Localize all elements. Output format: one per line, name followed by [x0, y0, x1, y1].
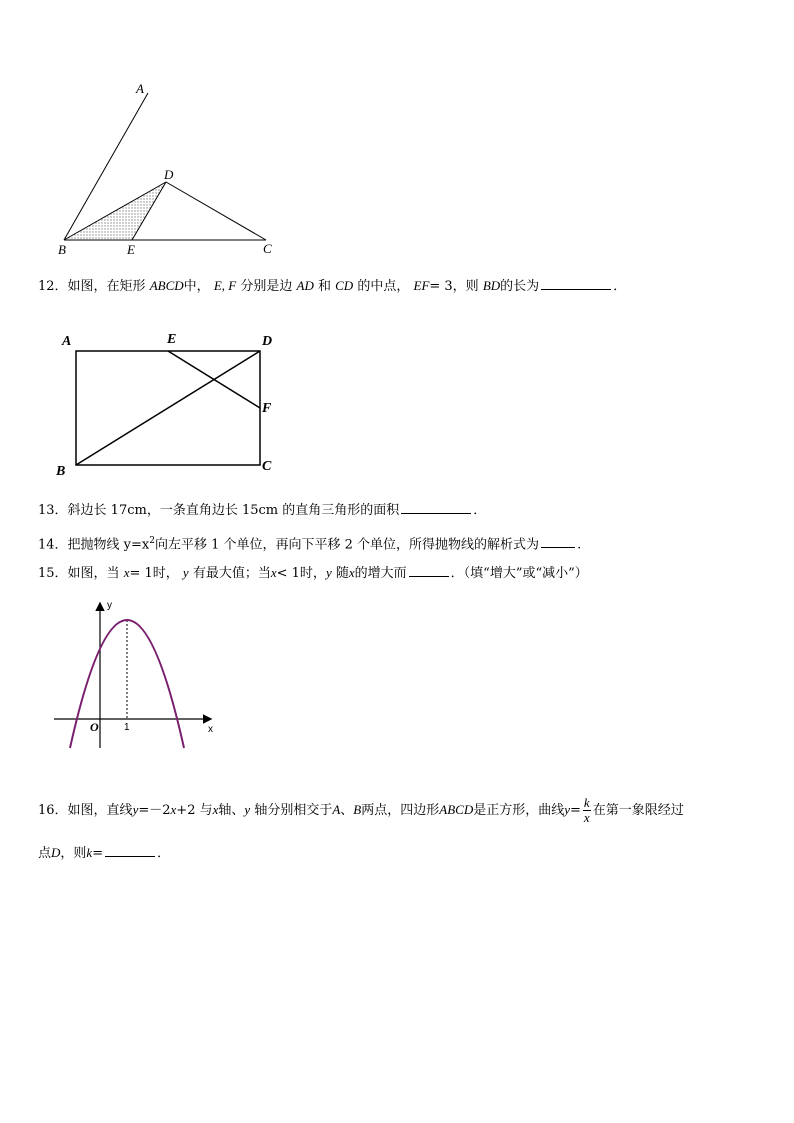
q16-text-8: 是正方形，曲线: [473, 803, 565, 818]
q16-math-y1: y: [132, 802, 139, 817]
q16-end: ．: [157, 846, 171, 861]
label-a: A: [136, 81, 144, 96]
q16-text-9: =: [570, 803, 581, 818]
graph-tick-1-label: 1: [124, 722, 130, 733]
diagonal-bd: [76, 351, 260, 465]
q13-answer-blank[interactable]: [401, 501, 471, 514]
label-c: C: [262, 459, 272, 474]
q16-text-13: =: [92, 846, 104, 861]
q14-number: 14．: [38, 537, 68, 553]
q12-end: ．: [613, 279, 627, 294]
q15-text-3: 有最大值；当: [192, 566, 271, 581]
q15-text-6: 的增大而: [354, 566, 407, 581]
graph-y-label: y: [107, 600, 112, 611]
q16-number: 16．: [38, 803, 68, 818]
q16-text-7: 两点，四边形: [361, 803, 440, 818]
q12-math-cd: CD: [335, 278, 354, 293]
q12-text-5: 的中点，: [357, 279, 410, 294]
q15-answer-blank[interactable]: [409, 564, 449, 577]
q16-text-2: =－2: [138, 803, 171, 818]
q12-text-7: 的长为: [500, 279, 540, 294]
label-c: C: [263, 241, 272, 256]
q12-text-1: 如图，在矩形: [67, 279, 146, 294]
label-d: D: [164, 167, 174, 182]
q15-number: 15．: [38, 566, 68, 581]
graph-origin-label: O: [90, 720, 99, 734]
q12-text-4: 和: [317, 279, 331, 294]
q12-text-6: = 3，则: [429, 279, 479, 294]
q12-math-ad: AD: [296, 278, 314, 293]
label-e: E: [127, 242, 135, 257]
q14-exponent: 2: [149, 536, 155, 546]
label-e: E: [167, 332, 177, 347]
q13-text: 斜边长 17cm，一条直角边长 15cm 的直角三角形的面积: [67, 503, 400, 518]
q16-math-y2: y: [244, 802, 251, 817]
question-12: [38, 277, 626, 295]
q16-text-11: 点: [38, 846, 52, 861]
q15-math-x2: x: [270, 565, 277, 580]
graph-x-label: x: [208, 724, 213, 735]
q16-math-x1: x: [170, 802, 177, 817]
q16-text-1: 如图，直线: [67, 803, 133, 818]
q12-math-ef: EF: [413, 278, 430, 293]
q16-math-abcd: ABCD: [439, 802, 474, 817]
label-f: F: [262, 401, 272, 416]
q15-text-7: ．（填“增大”或“减小”）: [450, 566, 588, 581]
q12-number: 12．: [38, 279, 68, 294]
label-b: B: [58, 242, 66, 257]
q16-answer-blank[interactable]: [105, 844, 155, 857]
question-13: [38, 501, 486, 519]
q12-math-abcd: ABCD: [149, 278, 184, 293]
question-14: [38, 533, 581, 553]
q16-math-b: B: [353, 802, 362, 817]
q13-end: ．: [473, 503, 487, 518]
q13-number: 13．: [38, 503, 68, 518]
q12-answer-blank[interactable]: [541, 277, 611, 290]
q15-text-1: 如图，当: [67, 566, 120, 581]
q16-frac-denominator: x: [583, 810, 590, 825]
q12-math-bd: BD: [482, 278, 501, 293]
label-b: B: [56, 464, 66, 479]
q16-text-4: 轴、: [218, 803, 245, 818]
q16-text-3: +2 与: [176, 803, 213, 818]
q14-answer-blank[interactable]: [541, 535, 575, 548]
q15-text-2: = 1时，: [129, 566, 179, 581]
q16-math-d: D: [51, 845, 61, 860]
q16-text-10: 在第一象限经过: [592, 803, 684, 818]
q12-math-ef-points: E, F: [213, 278, 237, 293]
q14-end: .: [577, 537, 582, 553]
q15-math-y1: y: [182, 565, 189, 580]
label-a: A: [62, 334, 72, 349]
question-16-line-2: [38, 844, 170, 862]
figure-q15-parabola: [50, 600, 230, 752]
q16-text-6: 、: [340, 803, 354, 818]
question-15: [38, 564, 588, 582]
q14-text-2: 向左平移 1 个单位，再向下平移 2 个单位，所得抛物线的解析式为: [154, 537, 540, 553]
q14-text-1: 把抛物线 y=x: [67, 537, 150, 553]
question-16: [38, 796, 684, 825]
q16-frac-numerator: k: [583, 795, 590, 810]
q16-math-y3: y: [564, 802, 571, 817]
q15-math-x1: x: [123, 565, 130, 580]
q15-math-y2: y: [325, 565, 332, 580]
q12-text-2: 中，: [183, 279, 210, 294]
q16-math-x2: x: [212, 802, 219, 817]
q15-math-x3: x: [348, 565, 355, 580]
q16-text-5: 轴分别相交于: [254, 803, 333, 818]
q16-math-k: k: [86, 845, 93, 860]
q12-text-3: 分别是边: [240, 279, 293, 294]
segment-dc: [166, 182, 266, 240]
q16-text-12: ，则: [60, 846, 87, 861]
figure-q12-rectangle: [60, 340, 280, 480]
q15-text-4: < 1时，: [276, 566, 326, 581]
q15-text-5: 随: [335, 566, 349, 581]
label-d: D: [262, 334, 273, 349]
q16-math-a: A: [332, 802, 341, 817]
q16-fraction: [583, 796, 591, 825]
